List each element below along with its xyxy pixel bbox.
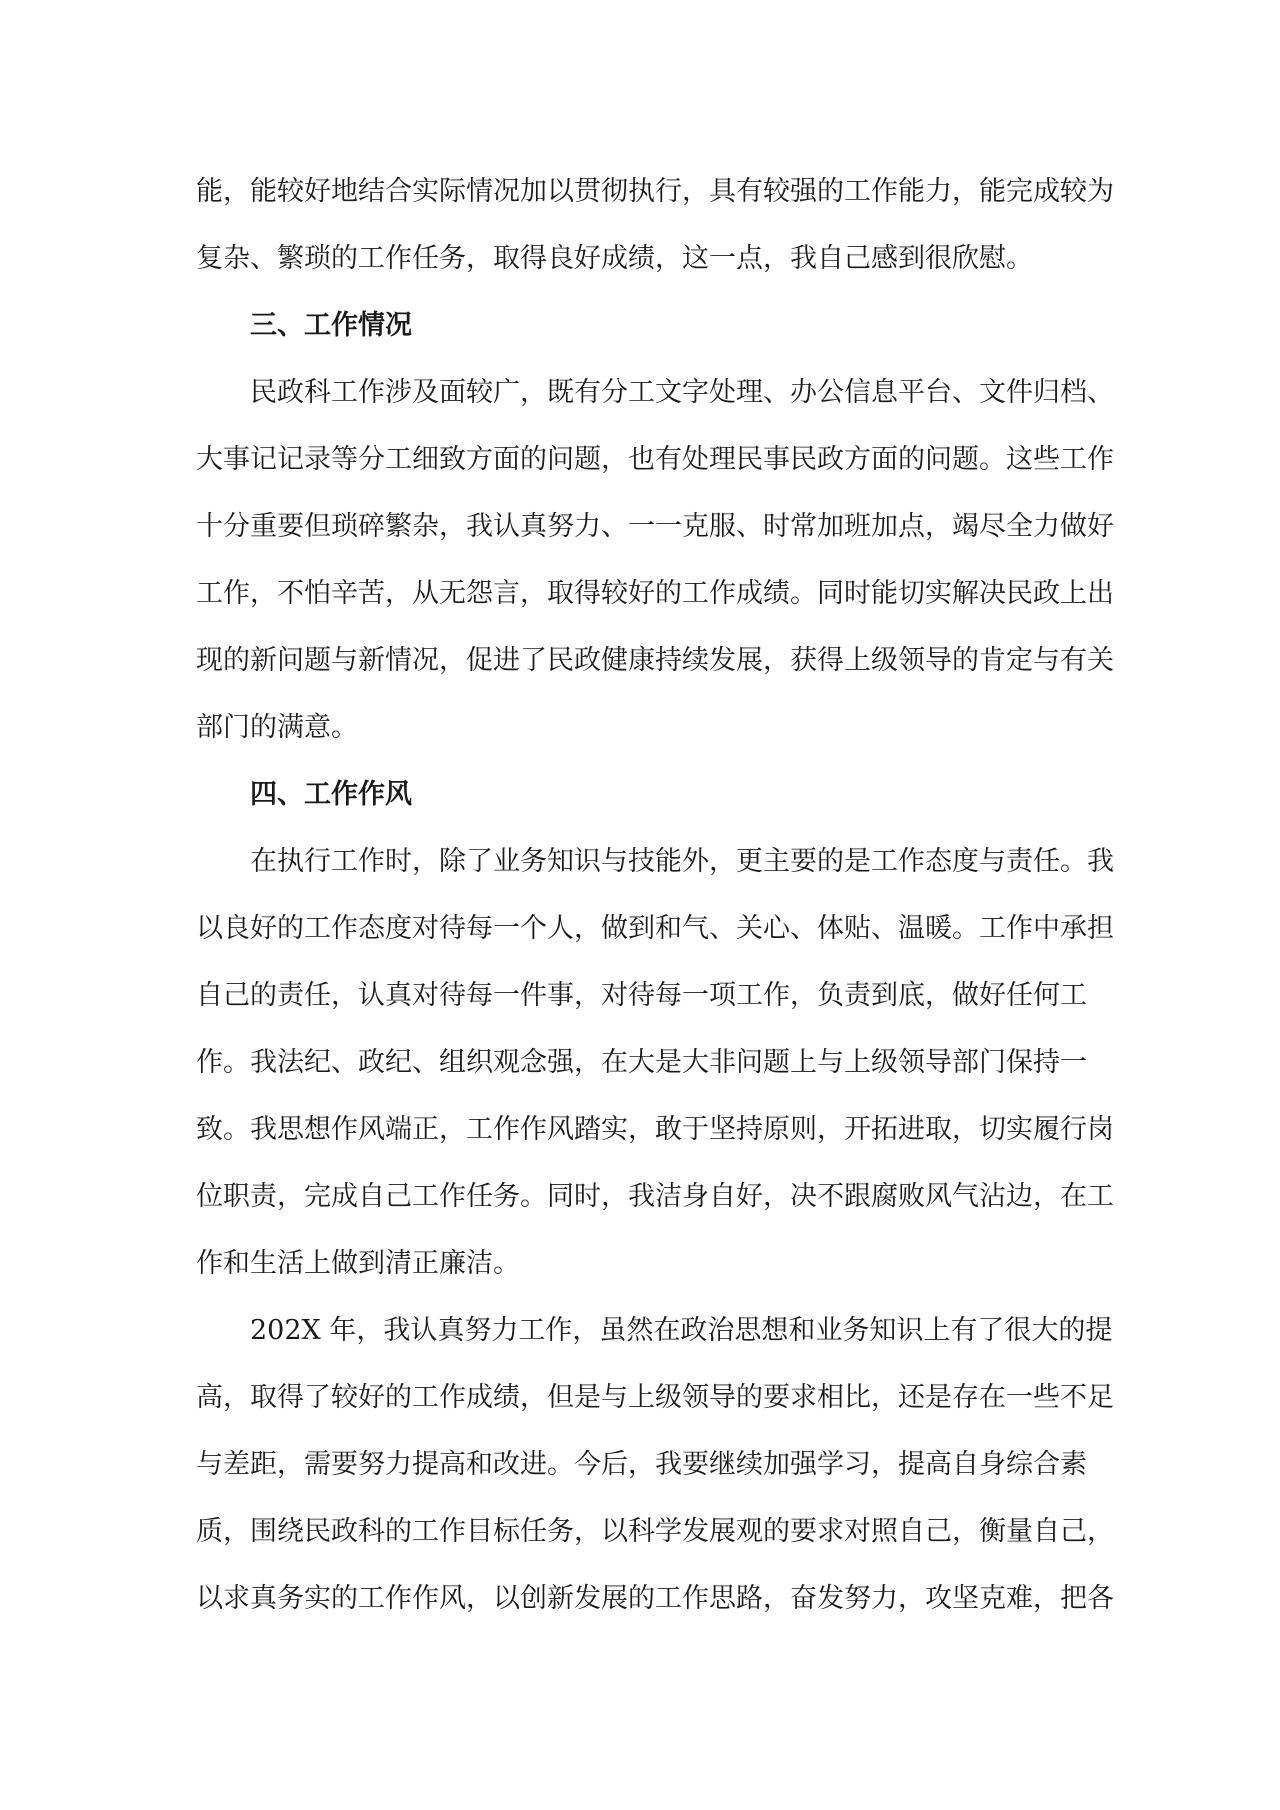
- text-line: 位职责，完成自己工作任务。同时，我洁身自好，决不跟腐败风气沾边，在工: [196, 1181, 1114, 1212]
- text-line: 以良好的工作态度对待每一个人，做到和气、关心、体贴、温暖。工作中承担: [196, 913, 1114, 944]
- conclusion-paragraph: [196, 1297, 1114, 1632]
- text-line: 能，能较好地结合实际情况加以贯彻执行，具有较强的工作能力，能完成较为: [196, 176, 1114, 207]
- section-heading-work-situation: 三、工作情况: [250, 310, 412, 341]
- text-line: 202X 年，我认真努力工作，虽然在政治思想和业务知识上有了很大的提: [250, 1315, 1113, 1346]
- text-line: 工作，不怕辛苦，从无怨言，取得较好的工作成绩。同时能切实解决民政上出: [196, 578, 1114, 609]
- text-line: 在执行工作时，除了业务知识与技能外，更主要的是工作态度与责任。我: [250, 846, 1114, 877]
- text-line: 以求真务实的工作作风，以创新发展的工作思路，奋发努力，攻坚克难，把各: [196, 1583, 1114, 1614]
- intro-paragraph: [196, 158, 1114, 292]
- text-line: 现的新问题与新情况，促进了民政健康持续发展，获得上级领导的肯定与有关: [196, 645, 1114, 676]
- text-line: 大事记记录等分工细致方面的问题，也有处理民事民政方面的问题。这些工作: [196, 444, 1114, 475]
- text-line: 自己的责任，认真对待每一件事，对待每一项工作，负责到底，做好任何工: [196, 980, 1087, 1011]
- section-heading-work-style: 四、工作作风: [250, 779, 412, 810]
- text-line: 部门的满意。: [196, 712, 358, 743]
- section4-paragraph: [196, 828, 1114, 1297]
- text-line: 作。我法纪、政纪、组织观念强，在大是大非问题上与上级领导部门保持一: [196, 1047, 1087, 1078]
- text-line: 复杂、繁琐的工作任务，取得良好成绩，这一点，我自己感到很欣慰。: [196, 243, 1033, 274]
- text-line: 作和生活上做到清正廉洁。: [196, 1248, 520, 1279]
- text-line: 与差距，需要努力提高和改进。今后，我要继续加强学习，提高自身综合素: [196, 1449, 1087, 1480]
- section3-paragraph: [196, 359, 1114, 761]
- text-line: 十分重要但琐碎繁杂，我认真努力、一一克服、时常加班加点，竭尽全力做好: [196, 511, 1114, 542]
- text-line: 民政科工作涉及面较广，既有分工文字处理、办公信息平台、文件归档、: [250, 377, 1114, 408]
- document-body: [196, 158, 1114, 1632]
- text-line: 质，围绕民政科的工作目标任务，以科学发展观的要求对照自己，衡量自己，: [196, 1516, 1114, 1547]
- text-line: 高，取得了较好的工作成绩，但是与上级领导的要求相比，还是存在一些不足: [196, 1382, 1114, 1413]
- text-line: 致。我思想作风端正，工作作风踏实，敢于坚持原则，开拓进取，切实履行岗: [196, 1114, 1114, 1145]
